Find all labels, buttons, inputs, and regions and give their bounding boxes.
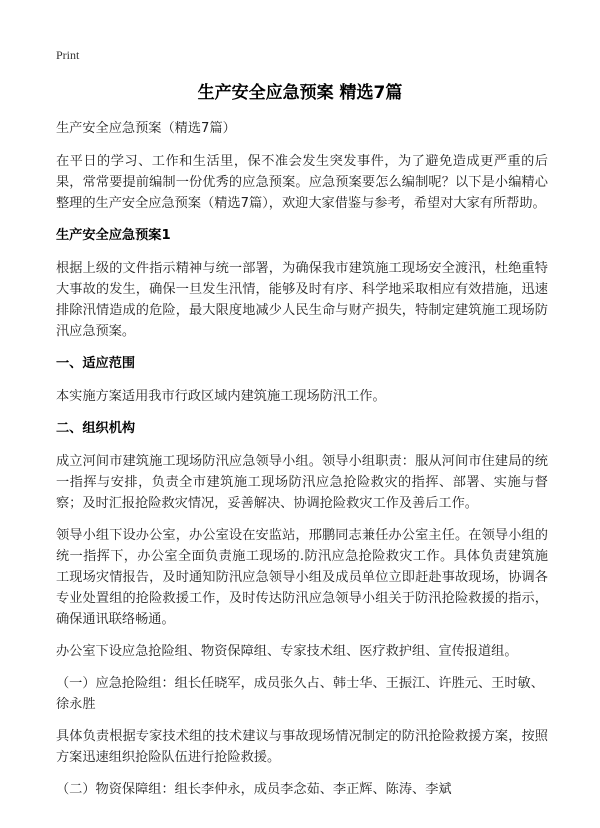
section-paragraph: 根据上级的文件指示精神与统一部署，为确保我市建筑施工现场安全渡汛，杜绝重特大事故的发生，确保一旦发生汛情，能够及时有序、科学地采取相应有效措施，迅速排除汛情造成的危险，最大限度地减少人民生命与财产损失，特制定建筑施工现场防汛应急预案。 [56,261,548,339]
document-subtitle: 生产安全应急预案（精选7篇） [56,121,236,136]
group-1-description: 具体负责根据专家技术组的技术建议与事故现场情况制定的防汛抢险救援方案，按照方案迅速组织抢险队伍进行抢险救援。 [56,729,548,765]
group-item-2: （二）物资保障组：组长李仲永，成员李念茹、李正辉、陈涛、李斌 [56,782,452,797]
document-body [56,118,548,811]
page-title: 生产安全应急预案 精选7篇 [197,83,403,103]
org-heading: 二、组织机构 [56,421,136,436]
org-paragraph-1: 成立河间市建筑施工现场防汛应急领导小组。领导小组职责：服从河间市住建局的统一指挥与安排，负责全市建筑施工现场防汛应急抢险救灾的指挥、部署、实施与督察；及时汇报抢险救灾情况，妥善解决、协调抢险救灾工作及善后工作。 [56,454,548,511]
org-paragraph-3: 办公室下设应急抢险组、物资保障组、专家技术组、医疗救护组、宣传报道组。 [56,644,518,659]
section-heading: 生产安全应急预案1 [56,228,171,243]
group-item-1: （一）应急抢险组：组长任晓军，成员张久占、韩士华、王振江、许胜元、王时敏、徐永胜 [56,676,544,712]
intro-paragraph: 在平日的学习、工作和生活里，保不准会发生突发事件，为了避免造成更严重的后果，常常要提前编制一份优秀的应急预案。应急预案要怎么编制呢？以下是小编精心整理的生产安全应急预案（精选7篇），欢迎大家借鉴与参考，希望对大家有所帮助。 [56,154,548,211]
print-label: Print [56,48,80,62]
scope-heading: 一、适应范围 [56,356,136,371]
org-paragraph-2: 领导小组下设办公室，办公室设在安监站，邢鹏同志兼任办公室主任。在领导小组的统一指挥下，办公室全面负责施工现场的.防汛应急抢险救灾工作。具体负责建筑施工现场灾情报告，及时通知防汛应急领导小组及成员单位立即赶赴事故现场，协调各专业处置组的抢险救援工作，及时传达防汛应急领导小组关于防汛抢险救援的指示，确保通讯联络畅通。 [56,528,548,627]
scope-paragraph: 本实施方案适用我市行政区域内建筑施工现场防汛工作。 [56,389,386,404]
